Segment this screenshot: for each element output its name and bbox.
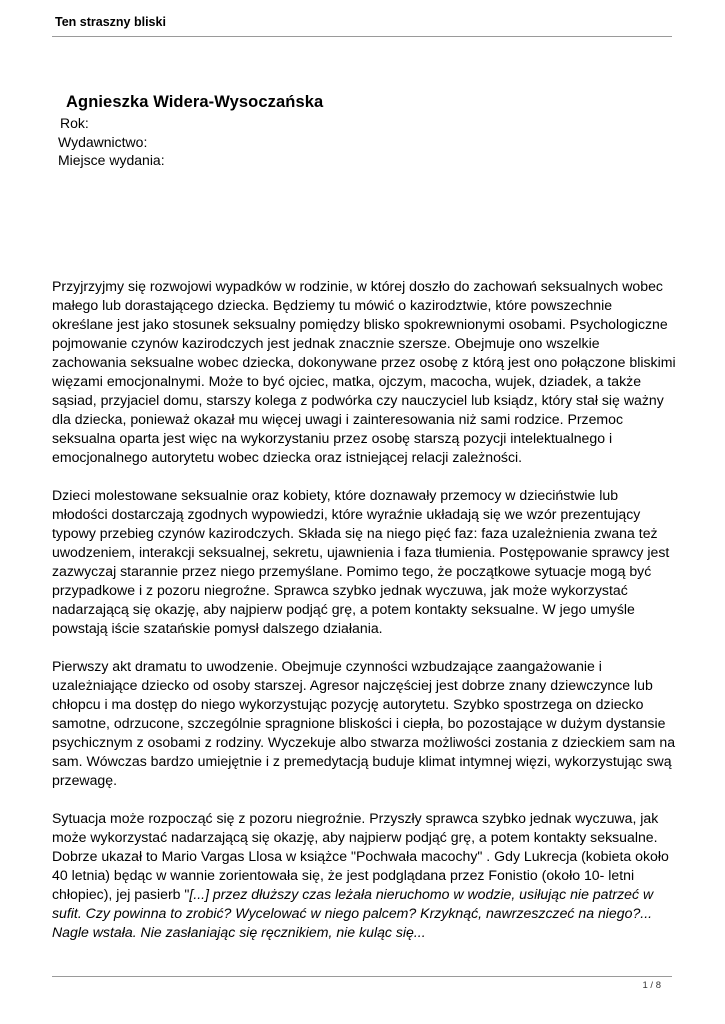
- paragraph-4: [52, 809, 677, 942]
- header-divider: [52, 36, 672, 37]
- running-header-title: Ten straszny bliski: [55, 15, 166, 29]
- page-number: 1 / 8: [642, 980, 661, 991]
- publication-meta: [58, 114, 165, 170]
- paragraph-2: Dzieci molestowane seksualnie oraz kobiety, które doznawały przemocy w dzieciństwie lub młodości dostarczają zgodnych wypowiedzi, które wyraźnie układają się we wzór prezentujący typowy przebieg czynów kazirodczych. Składa się na niego pięć faz: faza uzależnienia zwana też uwodzeniem, interakcji seksualnej, sekretu, ujawnienia i faza tłumienia. Postępowanie sprawcy jest zazwyczaj starannie przez niego przemyślane. Pomimo tego, że początkowe sytuacje mogą być przypadkowe i z pozoru niegroźne. Sprawca szybko jednak wyczuwa, jak może wykorzystać nadarzającą się okazję, aby najpierw podjąć grę, a potem kontakty seksualne. W jego umyśle powstają iście szatańskie pomysł dalszego działania.: [52, 487, 670, 636]
- meta-place-label: Miejsce wydania:: [58, 152, 165, 168]
- meta-year-label: Rok:: [60, 115, 89, 131]
- paragraph-1: Przyjrzyjmy się rozwojowi wypadków w rodzinie, w której doszło do zachowań seksualnych wobec małego lub dorastającego dziecka. Będziemy tu mówić o kazirodztwie, które powszechnie określane jest jako stosunek seksualny pomiędzy blisko spokrewnionymi osobami. Psychologiczne pojmowanie czynów kazirodczych jest jednak znacznie szersze. Obejmuje ono wszelkie zachowania seksualne wobec dziecka, dokonywane przez osobę z którą jest ono połączone bliskimi więzami emocjonalnymi. Może to być ojciec, matka, ojczym, macocha, wujek, dziadek, a także sąsiad, przyjaciel domu, starszy kolega z podwórka czy nauczyciel lub ksiądz, który stał się ważny dla dziecka, ponieważ okazał mu więcej uwagi i zainteresowania niż sami rodzice. Przemoc seksualna oparta jest więc na wykorzystaniu przez osobę starszą pozycji intelektualnego i emocjonalnego autorytetu wobec dziecka oraz istniejącej relacji zależności.: [52, 278, 676, 465]
- paragraph-4-text: Sytuacja może rozpocząć się z pozoru niegroźnie. Przyszły sprawca szybko jednak wyczuwa, jak może wykorzystać nadarzającą się okazję, aby najpierw podjąć grę, a potem kontakty seksualne. Dobrze ukazał to Mario Vargas Llosa w książce "Pochwała macochy" . Gdy Lukrecja (kobieta około 40 letnia) będąc w wannie zorientowała się, że jest podglądana przez Fonistio (około 10- letni chłopiec), jej pasierb ": [52, 810, 669, 902]
- article-body: [52, 277, 677, 961]
- author-name: Agnieszka Widera-Wysoczańska: [66, 93, 324, 111]
- footer-divider: [52, 976, 672, 977]
- paragraph-3: Pierwszy akt dramatu to uwodzenie. Obejmuje czynności wzbudzające zaangażowanie i uzależniające dziecko od osoby starszej. Agresor najczęściej jest dobrze znany dziewczynce lub chłopcu i ma dostęp do niego wykorzystując pozycję autorytetu. Szybko spostrzega on dziecko samotne, odrzucone, szczególnie spragnione bliskości i ciepła, bo pozostające w dużym dystansie psychicznym z osobami z rodziny. Wyczekuje albo stwarza możliwości zostania z dzieckiem sam na sam. Wówczas bardzo umiejętnie i z premedytacją buduje klimat intymnej więzi, wykorzystując swą przewagę.: [52, 658, 676, 788]
- meta-publisher-label: Wydawnictwo:: [58, 133, 148, 150]
- paragraph-4-quote: [...] przez dłuższy czas leżała nieruchomo w wodzie, usiłując nie patrzeć w sufit. Czy powinna to zrobić? Wycelować w niego palcem? Krzyknąć, nawrzeszczeć na niego?... Nagle wstała. Nie zasłaniając się ręcznikiem, nie kuląc się...: [52, 886, 654, 940]
